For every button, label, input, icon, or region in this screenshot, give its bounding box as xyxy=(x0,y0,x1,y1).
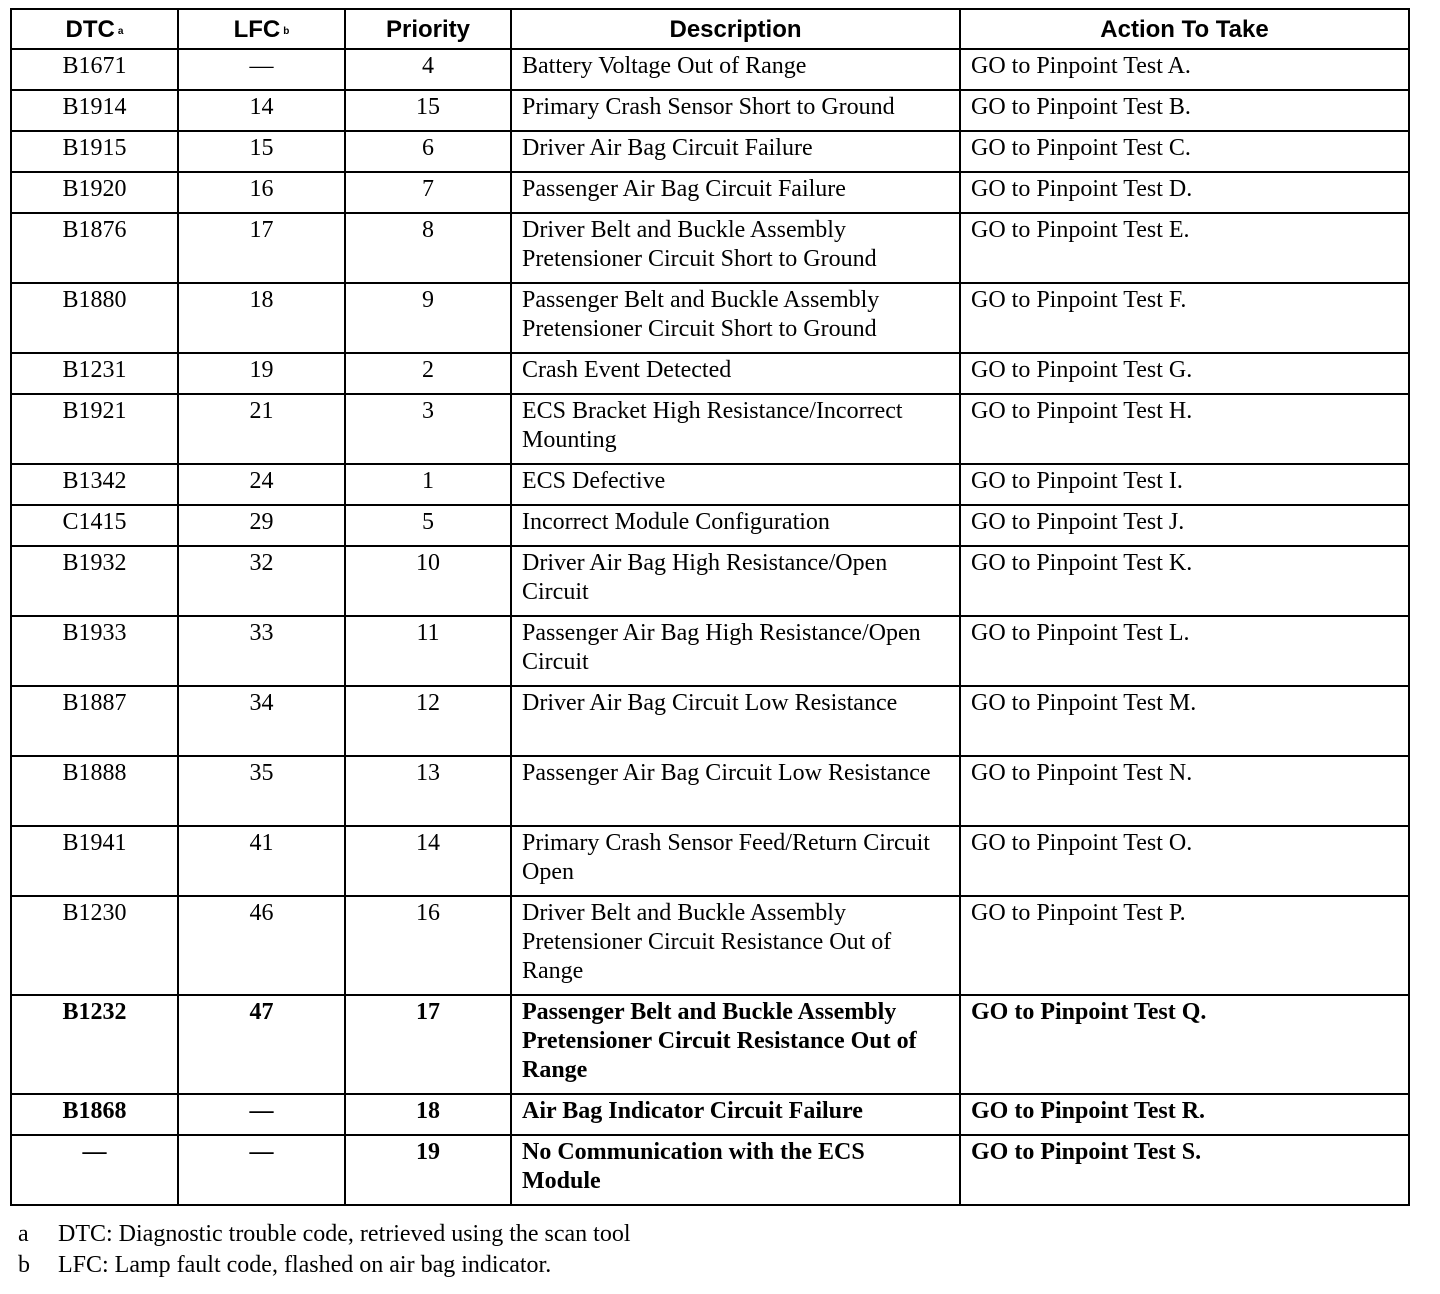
cell-priority: 19 xyxy=(345,1135,511,1205)
cell-description: Driver Air Bag High Resistance/Open Circuit xyxy=(511,546,960,616)
header-dtc-footnote-marker: a xyxy=(117,25,124,37)
cell-description: Battery Voltage Out of Range xyxy=(511,49,960,90)
cell-dtc: B1915 xyxy=(11,131,178,172)
cell-priority: 14 xyxy=(345,826,511,896)
cell-dtc: B1887 xyxy=(11,686,178,756)
cell-action: GO to Pinpoint Test J. xyxy=(960,505,1409,546)
header-lfc-label: LFC xyxy=(233,15,281,43)
cell-description: Air Bag Indicator Circuit Failure xyxy=(511,1094,960,1135)
table-row xyxy=(11,896,1409,995)
cell-lfc: 18 xyxy=(178,283,345,353)
cell-priority: 10 xyxy=(345,546,511,616)
table-row xyxy=(11,1094,1409,1135)
cell-priority: 4 xyxy=(345,49,511,90)
cell-description: Driver Belt and Buckle Assembly Pretensioner Circuit Short to Ground xyxy=(511,213,960,283)
cell-action: GO to Pinpoint Test I. xyxy=(960,464,1409,505)
cell-action: GO to Pinpoint Test E. xyxy=(960,213,1409,283)
table-row xyxy=(11,1135,1409,1205)
cell-description: ECS Defective xyxy=(511,464,960,505)
cell-lfc: 14 xyxy=(178,90,345,131)
header-dtc xyxy=(11,9,178,49)
cell-priority: 8 xyxy=(345,213,511,283)
cell-priority: 2 xyxy=(345,353,511,394)
cell-lfc: 33 xyxy=(178,616,345,686)
footnote-text: DTC: Diagnostic trouble code, retrieved using the scan tool xyxy=(58,1221,631,1247)
table-row xyxy=(11,394,1409,464)
header-lfc-footnote-marker: b xyxy=(283,25,290,37)
cell-description: ECS Bracket High Resistance/Incorrect Mounting xyxy=(511,394,960,464)
table-row xyxy=(11,995,1409,1094)
table-row xyxy=(11,546,1409,616)
cell-lfc: 24 xyxy=(178,464,345,505)
cell-lfc: 15 xyxy=(178,131,345,172)
cell-dtc: B1342 xyxy=(11,464,178,505)
footnote-text: LFC: Lamp fault code, flashed on air bag indicator. xyxy=(58,1252,552,1278)
cell-lfc: 32 xyxy=(178,546,345,616)
header-dtc-label: DTC xyxy=(65,15,115,43)
cell-priority: 11 xyxy=(345,616,511,686)
cell-priority: 15 xyxy=(345,90,511,131)
cell-priority: 12 xyxy=(345,686,511,756)
cell-action: GO to Pinpoint Test R. xyxy=(960,1094,1409,1135)
cell-lfc: 29 xyxy=(178,505,345,546)
header-action: Action To Take xyxy=(960,9,1409,49)
cell-lfc: — xyxy=(178,1094,345,1135)
cell-dtc: C1415 xyxy=(11,505,178,546)
footnote-a xyxy=(18,1219,631,1250)
cell-priority: 3 xyxy=(345,394,511,464)
cell-dtc: B1933 xyxy=(11,616,178,686)
table-row xyxy=(11,353,1409,394)
table-row xyxy=(11,49,1409,90)
cell-action: GO to Pinpoint Test A. xyxy=(960,49,1409,90)
cell-priority: 7 xyxy=(345,172,511,213)
cell-lfc: 35 xyxy=(178,756,345,826)
cell-dtc: B1888 xyxy=(11,756,178,826)
footnote-b xyxy=(18,1250,631,1281)
table-row xyxy=(11,505,1409,546)
cell-action: GO to Pinpoint Test F. xyxy=(960,283,1409,353)
cell-lfc: 17 xyxy=(178,213,345,283)
cell-dtc: B1921 xyxy=(11,394,178,464)
cell-lfc: 19 xyxy=(178,353,345,394)
cell-priority: 16 xyxy=(345,896,511,995)
footnote-letter: b xyxy=(18,1252,30,1278)
cell-lfc: — xyxy=(178,1135,345,1205)
table-row xyxy=(11,283,1409,353)
cell-description: Driver Belt and Buckle Assembly Pretensioner Circuit Resistance Out of Range xyxy=(511,896,960,995)
cell-action: GO to Pinpoint Test Q. xyxy=(960,995,1409,1094)
cell-description: Passenger Air Bag High Resistance/Open Circuit xyxy=(511,616,960,686)
cell-dtc: B1868 xyxy=(11,1094,178,1135)
cell-action: GO to Pinpoint Test M. xyxy=(960,686,1409,756)
cell-lfc: 47 xyxy=(178,995,345,1094)
table-row xyxy=(11,826,1409,896)
table-row xyxy=(11,90,1409,131)
cell-description: Primary Crash Sensor Short to Ground xyxy=(511,90,960,131)
table-row xyxy=(11,686,1409,756)
cell-description: Passenger Air Bag Circuit Low Resistance xyxy=(511,756,960,826)
cell-lfc: — xyxy=(178,49,345,90)
header-lfc xyxy=(178,9,345,49)
cell-action: GO to Pinpoint Test B. xyxy=(960,90,1409,131)
cell-lfc: 34 xyxy=(178,686,345,756)
cell-lfc: 46 xyxy=(178,896,345,995)
footnotes xyxy=(18,1219,631,1281)
dtc-table xyxy=(10,8,1410,1206)
cell-dtc: B1941 xyxy=(11,826,178,896)
cell-description: Passenger Belt and Buckle Assembly Pretensioner Circuit Resistance Out of Range xyxy=(511,995,960,1094)
cell-priority: 18 xyxy=(345,1094,511,1135)
table-header-row xyxy=(11,9,1409,49)
table-row xyxy=(11,756,1409,826)
cell-priority: 13 xyxy=(345,756,511,826)
cell-description: Primary Crash Sensor Feed/Return Circuit Open xyxy=(511,826,960,896)
cell-dtc: B1920 xyxy=(11,172,178,213)
cell-description: Driver Air Bag Circuit Low Resistance xyxy=(511,686,960,756)
cell-action: GO to Pinpoint Test P. xyxy=(960,896,1409,995)
table-row xyxy=(11,464,1409,505)
cell-priority: 5 xyxy=(345,505,511,546)
cell-dtc: B1231 xyxy=(11,353,178,394)
cell-lfc: 41 xyxy=(178,826,345,896)
header-description: Description xyxy=(511,9,960,49)
cell-action: GO to Pinpoint Test L. xyxy=(960,616,1409,686)
cell-action: GO to Pinpoint Test N. xyxy=(960,756,1409,826)
cell-action: GO to Pinpoint Test S. xyxy=(960,1135,1409,1205)
cell-action: GO to Pinpoint Test O. xyxy=(960,826,1409,896)
cell-dtc: B1671 xyxy=(11,49,178,90)
footnote-letter: a xyxy=(18,1221,29,1247)
cell-lfc: 16 xyxy=(178,172,345,213)
table-row xyxy=(11,213,1409,283)
cell-dtc: B1232 xyxy=(11,995,178,1094)
cell-dtc: B1880 xyxy=(11,283,178,353)
cell-description: Crash Event Detected xyxy=(511,353,960,394)
cell-action: GO to Pinpoint Test H. xyxy=(960,394,1409,464)
table-row xyxy=(11,131,1409,172)
cell-dtc: B1932 xyxy=(11,546,178,616)
cell-action: GO to Pinpoint Test D. xyxy=(960,172,1409,213)
cell-action: GO to Pinpoint Test C. xyxy=(960,131,1409,172)
table-row xyxy=(11,616,1409,686)
cell-priority: 9 xyxy=(345,283,511,353)
cell-dtc: B1914 xyxy=(11,90,178,131)
cell-priority: 6 xyxy=(345,131,511,172)
cell-priority: 17 xyxy=(345,995,511,1094)
cell-action: GO to Pinpoint Test G. xyxy=(960,353,1409,394)
cell-description: Passenger Belt and Buckle Assembly Pretensioner Circuit Short to Ground xyxy=(511,283,960,353)
cell-priority: 1 xyxy=(345,464,511,505)
cell-dtc: B1876 xyxy=(11,213,178,283)
cell-dtc: B1230 xyxy=(11,896,178,995)
cell-description: Passenger Air Bag Circuit Failure xyxy=(511,172,960,213)
table-row xyxy=(11,172,1409,213)
header-priority: Priority xyxy=(345,9,511,49)
cell-description: Driver Air Bag Circuit Failure xyxy=(511,131,960,172)
cell-dtc: — xyxy=(11,1135,178,1205)
cell-lfc: 21 xyxy=(178,394,345,464)
cell-description: Incorrect Module Configuration xyxy=(511,505,960,546)
cell-description: No Communication with the ECS Module xyxy=(511,1135,960,1205)
cell-action: GO to Pinpoint Test K. xyxy=(960,546,1409,616)
